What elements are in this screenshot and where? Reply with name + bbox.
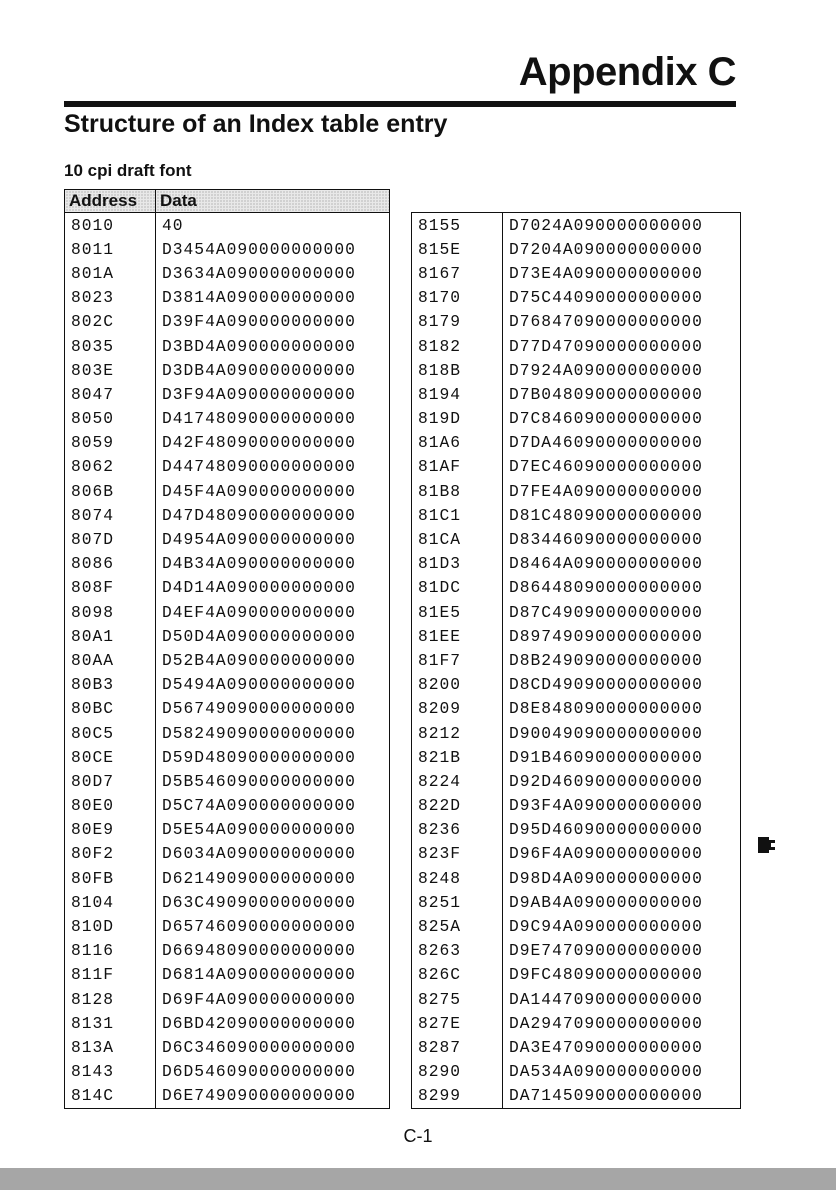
data-cell: D9FC48090000000000 <box>509 965 703 985</box>
data-cell: D47D48090000000000 <box>162 505 356 525</box>
table-row <box>412 503 741 527</box>
data-cell: DA2947090000000000 <box>509 1013 703 1033</box>
data-cell: D5494A090000000000 <box>162 675 356 695</box>
table-row <box>412 358 741 382</box>
table-row <box>412 334 741 358</box>
table-body-right <box>412 213 741 1109</box>
address-cell: 8236 <box>412 818 503 842</box>
address-cell: 81A6 <box>412 431 503 455</box>
table-row <box>65 431 390 455</box>
title-rule <box>64 101 736 107</box>
address-cell: 807D <box>65 527 156 551</box>
data-cell: D66948090000000000 <box>162 941 356 961</box>
address-cell: 813A <box>65 1035 156 1059</box>
address-cell: 81EE <box>412 624 503 648</box>
table-row <box>65 310 390 334</box>
address-cell: 81D3 <box>412 552 503 576</box>
data-cell: D6C346090000000000 <box>162 1037 356 1057</box>
data-cell: D3634A090000000000 <box>162 263 356 283</box>
data-cell: D42F48090000000000 <box>162 433 356 453</box>
table-row <box>412 1060 741 1084</box>
data-cell: D7024A090000000000 <box>509 215 703 235</box>
data-cell: D4954A090000000000 <box>162 530 356 550</box>
address-cell: 8275 <box>412 987 503 1011</box>
table-row <box>412 769 741 793</box>
data-cell: D59D48090000000000 <box>162 747 356 767</box>
table-row <box>65 479 390 503</box>
table-row <box>65 890 390 914</box>
address-cell: 8287 <box>412 1035 503 1059</box>
address-cell: 80F2 <box>65 842 156 866</box>
data-cell: D81C48090000000000 <box>509 505 703 525</box>
header-address: Address <box>65 190 156 213</box>
data-cell: D41748090000000000 <box>162 409 356 429</box>
table-row <box>65 382 390 406</box>
address-cell: 8212 <box>412 721 503 745</box>
address-cell: 80E9 <box>65 818 156 842</box>
data-cell: D7C846090000000000 <box>509 409 703 429</box>
address-cell: 8098 <box>65 600 156 624</box>
address-cell: 8086 <box>65 552 156 576</box>
data-cell: D9C94A090000000000 <box>509 917 703 937</box>
table-row <box>412 600 741 624</box>
table-row <box>412 697 741 721</box>
data-cell: D7DA46090000000000 <box>509 433 703 453</box>
table-row <box>65 1035 390 1059</box>
data-cell: D3454A090000000000 <box>162 239 356 259</box>
table-row <box>412 382 741 406</box>
address-cell: 825A <box>412 914 503 938</box>
table-row <box>65 261 390 285</box>
address-cell: 8047 <box>65 382 156 406</box>
table-row <box>65 1084 390 1109</box>
address-cell: 8290 <box>412 1060 503 1084</box>
data-cell: D8E848090000000000 <box>509 699 703 719</box>
data-cell: D5C74A090000000000 <box>162 796 356 816</box>
table-row <box>412 527 741 551</box>
data-cell: D50D4A090000000000 <box>162 626 356 646</box>
data-cell: D77D47090000000000 <box>509 336 703 356</box>
table-row <box>412 818 741 842</box>
address-cell: 80D7 <box>65 769 156 793</box>
data-cell: D92D46090000000000 <box>509 771 703 791</box>
table-row <box>65 769 390 793</box>
data-cell: D56749090000000000 <box>162 699 356 719</box>
address-cell: 8035 <box>65 334 156 358</box>
table-row <box>412 624 741 648</box>
address-cell: 808F <box>65 576 156 600</box>
table-row <box>65 334 390 358</box>
data-cell: D96F4A090000000000 <box>509 844 703 864</box>
address-cell: 8200 <box>412 673 503 697</box>
table-row <box>65 237 390 261</box>
address-cell: 8209 <box>412 697 503 721</box>
address-cell: 80A1 <box>65 624 156 648</box>
table-row <box>412 1035 741 1059</box>
table-row <box>65 527 390 551</box>
table-row <box>412 213 741 238</box>
data-cell: 40 <box>162 215 184 235</box>
address-cell: 801A <box>65 261 156 285</box>
data-cell: D7924A090000000000 <box>509 360 703 380</box>
data-cell: D87C49090000000000 <box>509 602 703 622</box>
table-row <box>65 648 390 672</box>
address-cell: 8224 <box>412 769 503 793</box>
data-cell: D75C44090000000000 <box>509 288 703 308</box>
address-cell: 8182 <box>412 334 503 358</box>
bottom-bar <box>0 1168 836 1190</box>
address-cell: 81B8 <box>412 479 503 503</box>
data-cell: D63C49090000000000 <box>162 892 356 912</box>
address-cell: 806B <box>65 479 156 503</box>
table-row <box>412 455 741 479</box>
data-cell: D4EF4A090000000000 <box>162 602 356 622</box>
address-cell: 8248 <box>412 866 503 890</box>
data-cell: D5B546090000000000 <box>162 771 356 791</box>
appendix-title: Appendix C <box>518 50 736 94</box>
address-cell: 8011 <box>65 237 156 261</box>
table-row <box>412 1084 741 1109</box>
data-cell: D6034A090000000000 <box>162 844 356 864</box>
table-row <box>65 939 390 963</box>
header-data: Data <box>156 190 390 213</box>
address-cell: 821B <box>412 745 503 769</box>
table-row <box>65 576 390 600</box>
address-cell: 80C5 <box>65 721 156 745</box>
address-cell: 8167 <box>412 261 503 285</box>
address-cell: 8194 <box>412 382 503 406</box>
data-cell: D89749090000000000 <box>509 626 703 646</box>
address-cell: 819D <box>412 407 503 431</box>
data-cell: D69F4A090000000000 <box>162 989 356 1009</box>
address-cell: 802C <box>65 310 156 334</box>
data-cell: D76847090000000000 <box>509 312 703 332</box>
data-cell: D62149090000000000 <box>162 868 356 888</box>
table-row <box>65 963 390 987</box>
address-cell: 811F <box>65 963 156 987</box>
data-cell: D8464A090000000000 <box>509 554 703 574</box>
data-cell: D4B34A090000000000 <box>162 554 356 574</box>
table-row <box>65 794 390 818</box>
table-row <box>65 358 390 382</box>
address-cell: 8104 <box>65 890 156 914</box>
data-cell: D6D546090000000000 <box>162 1062 356 1082</box>
table-row <box>65 407 390 431</box>
data-cell: D3BD4A090000000000 <box>162 336 356 356</box>
table-row <box>65 1011 390 1035</box>
data-cell: DA3E47090000000000 <box>509 1037 703 1057</box>
chapter-tab-icon <box>758 835 776 855</box>
table-row <box>65 600 390 624</box>
table-body-left <box>65 213 390 1109</box>
data-cell: D95D46090000000000 <box>509 820 703 840</box>
address-cell: 818B <box>412 358 503 382</box>
table-row <box>65 721 390 745</box>
address-cell: 8299 <box>412 1084 503 1109</box>
table-row <box>65 866 390 890</box>
table-row <box>412 479 741 503</box>
address-cell: 8050 <box>65 407 156 431</box>
table-row <box>412 987 741 1011</box>
address-cell: 81AF <box>412 455 503 479</box>
address-cell: 80BC <box>65 697 156 721</box>
index-table-left <box>64 189 390 1109</box>
data-cell: D93F4A090000000000 <box>509 796 703 816</box>
table-row <box>412 1011 741 1035</box>
table-row <box>412 842 741 866</box>
address-cell: 8143 <box>65 1060 156 1084</box>
address-cell: 810D <box>65 914 156 938</box>
data-cell: D7204A090000000000 <box>509 239 703 259</box>
table-row <box>412 576 741 600</box>
table-row <box>65 213 390 238</box>
address-cell: 8059 <box>65 431 156 455</box>
data-cell: D3814A090000000000 <box>162 288 356 308</box>
table-row <box>65 1060 390 1084</box>
table-row <box>412 939 741 963</box>
table-row <box>412 866 741 890</box>
data-cell: D3F94A090000000000 <box>162 384 356 404</box>
address-cell: 8155 <box>412 213 503 238</box>
data-cell: D5E54A090000000000 <box>162 820 356 840</box>
table-row <box>412 431 741 455</box>
data-cell: D45F4A090000000000 <box>162 481 356 501</box>
table-row <box>65 503 390 527</box>
data-cell: D90049090000000000 <box>509 723 703 743</box>
address-cell: 826C <box>412 963 503 987</box>
table-row <box>65 745 390 769</box>
table-row <box>65 286 390 310</box>
table-row <box>412 890 741 914</box>
table-row <box>412 673 741 697</box>
index-table-right <box>411 212 741 1109</box>
table-row <box>65 552 390 576</box>
address-cell: 8179 <box>412 310 503 334</box>
address-cell: 8062 <box>65 455 156 479</box>
address-cell: 8074 <box>65 503 156 527</box>
table-row <box>412 745 741 769</box>
table-row <box>412 552 741 576</box>
data-cell: D44748090000000000 <box>162 457 356 477</box>
data-cell: D3DB4A090000000000 <box>162 360 356 380</box>
address-cell: 823F <box>412 842 503 866</box>
table-row <box>412 286 741 310</box>
address-cell: 80E0 <box>65 794 156 818</box>
section-title: Structure of an Index table entry <box>64 110 448 138</box>
address-cell: 803E <box>65 358 156 382</box>
table-row <box>412 648 741 672</box>
data-cell: DA7145090000000000 <box>509 1086 703 1106</box>
table-row <box>65 914 390 938</box>
table-row <box>412 310 741 334</box>
data-cell: D7FE4A090000000000 <box>509 481 703 501</box>
address-cell: 8128 <box>65 987 156 1011</box>
address-cell: 8263 <box>412 939 503 963</box>
address-cell: 8170 <box>412 286 503 310</box>
address-cell: 80B3 <box>65 673 156 697</box>
address-cell: 80AA <box>65 648 156 672</box>
address-cell: 81F7 <box>412 648 503 672</box>
table-row <box>65 818 390 842</box>
table-row <box>65 624 390 648</box>
data-cell: D91B46090000000000 <box>509 747 703 767</box>
table-header-row <box>65 190 390 213</box>
data-cell: D6BD42090000000000 <box>162 1013 356 1033</box>
address-cell: 827E <box>412 1011 503 1035</box>
address-cell: 8023 <box>65 286 156 310</box>
data-cell: D9AB4A090000000000 <box>509 892 703 912</box>
data-cell: D8CD49090000000000 <box>509 675 703 695</box>
table-row <box>65 697 390 721</box>
data-cell: D8B249090000000000 <box>509 650 703 670</box>
table-row <box>412 721 741 745</box>
address-cell: 8131 <box>65 1011 156 1035</box>
address-cell: 822D <box>412 794 503 818</box>
table-row <box>412 794 741 818</box>
address-cell: 81E5 <box>412 600 503 624</box>
data-cell: D6814A090000000000 <box>162 965 356 985</box>
data-cell: D4D14A090000000000 <box>162 578 356 598</box>
data-cell: DA534A090000000000 <box>509 1062 703 1082</box>
data-cell: D83446090000000000 <box>509 530 703 550</box>
data-cell: D65746090000000000 <box>162 917 356 937</box>
data-cell: D52B4A090000000000 <box>162 650 356 670</box>
data-cell: D7EC46090000000000 <box>509 457 703 477</box>
address-cell: 81CA <box>412 527 503 551</box>
table-row <box>412 963 741 987</box>
table-row <box>65 455 390 479</box>
table-row <box>65 673 390 697</box>
address-cell: 80FB <box>65 866 156 890</box>
table-row <box>65 987 390 1011</box>
table-row <box>412 407 741 431</box>
data-cell: D98D4A090000000000 <box>509 868 703 888</box>
address-cell: 8116 <box>65 939 156 963</box>
data-cell: D58249090000000000 <box>162 723 356 743</box>
address-cell: 814C <box>65 1084 156 1109</box>
table-row <box>412 237 741 261</box>
address-cell: 8010 <box>65 213 156 238</box>
table-row <box>412 914 741 938</box>
data-cell: D6E749090000000000 <box>162 1086 356 1106</box>
address-cell: 81DC <box>412 576 503 600</box>
table-row <box>412 261 741 285</box>
data-cell: D73E4A090000000000 <box>509 263 703 283</box>
address-cell: 80CE <box>65 745 156 769</box>
address-cell: 81C1 <box>412 503 503 527</box>
address-cell: 815E <box>412 237 503 261</box>
table-row <box>65 842 390 866</box>
font-subtitle: 10 cpi draft font <box>64 161 192 180</box>
data-cell: D7B048090000000000 <box>509 384 703 404</box>
data-cell: D39F4A090000000000 <box>162 312 356 332</box>
page-number: C-1 <box>403 1126 433 1146</box>
data-cell: D86448090000000000 <box>509 578 703 598</box>
address-cell: 8251 <box>412 890 503 914</box>
data-cell: D9E747090000000000 <box>509 941 703 961</box>
data-cell: DA1447090000000000 <box>509 989 703 1009</box>
